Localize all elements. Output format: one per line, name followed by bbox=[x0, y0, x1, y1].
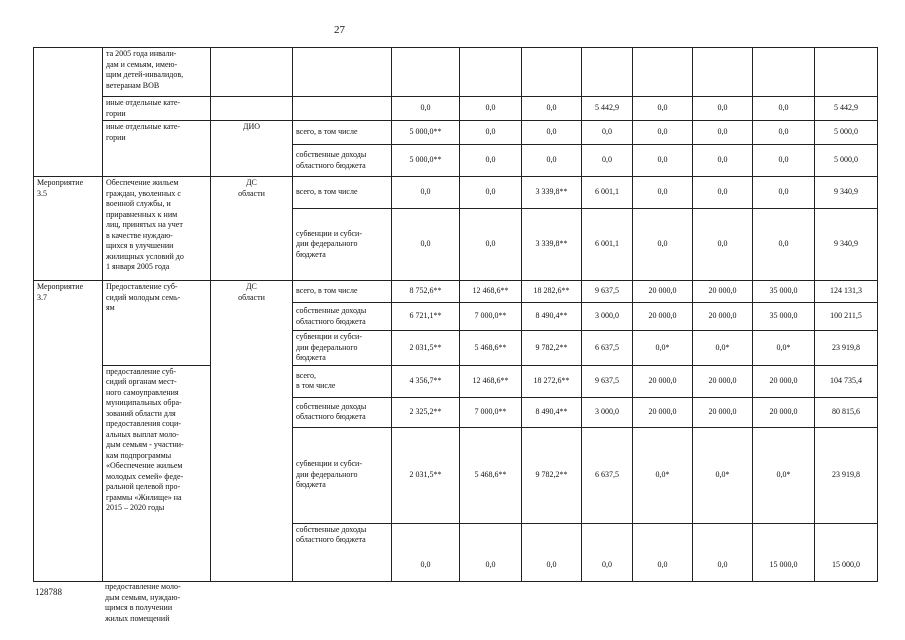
event-cell: Мероприятие 3.7 bbox=[34, 281, 103, 582]
value-cell: 9 782,2** bbox=[522, 427, 582, 523]
value-cell: 0,0 bbox=[753, 145, 815, 177]
value-cell: 4 356,7** bbox=[392, 365, 460, 397]
value-cell: 0,0 bbox=[392, 97, 460, 121]
value-cell: 0,0 bbox=[582, 523, 633, 581]
type-cell: всего, в том числе bbox=[293, 177, 392, 209]
value-cell: 5 468,6** bbox=[460, 427, 522, 523]
description-cell: иные отдельные кате- гории bbox=[103, 121, 211, 177]
value-cell: 0,0 bbox=[693, 209, 753, 281]
event-cell: Мероприятие 3.5 bbox=[34, 177, 103, 281]
executor-cell: ДС области bbox=[211, 281, 293, 582]
value-cell: 3 339,8** bbox=[522, 209, 582, 281]
value-cell: 20 000,0 bbox=[693, 397, 753, 427]
table-row bbox=[34, 97, 878, 121]
value-cell: 2 031,5** bbox=[392, 331, 460, 366]
value-cell: 6 637,5 bbox=[582, 427, 633, 523]
value-cell: 6 637,5 bbox=[582, 331, 633, 366]
value-cell: 0,0 bbox=[392, 177, 460, 209]
value-cell: 0,0 bbox=[633, 177, 693, 209]
value-cell: 3 000,0 bbox=[582, 397, 633, 427]
type-cell: всего, в том числе bbox=[293, 365, 392, 397]
value-cell: 5 000,0 bbox=[815, 145, 878, 177]
value-cell: 0,0 bbox=[753, 209, 815, 281]
value-cell: 18 282,6** bbox=[522, 281, 582, 303]
value-cell: 5 468,6** bbox=[460, 331, 522, 366]
value-cell: 23 919,8 bbox=[815, 427, 878, 523]
continuation-text: предоставление моло- дым семьям, нуждаю- щимся в получении жилых помещений bbox=[105, 582, 181, 623]
value-cell: 6 001,1 bbox=[582, 177, 633, 209]
value-cell: 9 637,5 bbox=[582, 281, 633, 303]
value-cell: 0,0 bbox=[460, 177, 522, 209]
type-cell: собственные доходы областного бюджета bbox=[293, 523, 392, 581]
description-cell: Предоставление суб- сидий молодым семь- ям bbox=[103, 281, 211, 366]
type-cell: субвенции и субси- дии федерального бюджета bbox=[293, 209, 392, 281]
value-cell: 0,0 bbox=[582, 145, 633, 177]
value-cell: 18 272,6** bbox=[522, 365, 582, 397]
value-cell: 15 000,0 bbox=[815, 523, 878, 581]
value-cell: 0,0 bbox=[753, 121, 815, 145]
value-cell: 3 339,8** bbox=[522, 177, 582, 209]
value-cell: 35 000,0 bbox=[753, 281, 815, 303]
table-row bbox=[34, 281, 878, 303]
executor-cell: ДС области bbox=[211, 177, 293, 281]
value-cell: 20 000,0 bbox=[753, 365, 815, 397]
value-cell: 20 000,0 bbox=[633, 397, 693, 427]
value-cell: 0,0 bbox=[633, 209, 693, 281]
value-cell: 5 000,0 bbox=[815, 121, 878, 145]
value-cell: 35 000,0 bbox=[753, 303, 815, 331]
value-cell: 0,0 bbox=[693, 121, 753, 145]
value-cell: 0,0* bbox=[753, 331, 815, 366]
value-cell: 0,0* bbox=[693, 331, 753, 366]
table-row bbox=[34, 121, 878, 145]
type-cell bbox=[293, 97, 392, 121]
value-cell: 0,0 bbox=[460, 209, 522, 281]
value-cell: 0,0* bbox=[633, 331, 693, 366]
value-cell: 7 000,0** bbox=[460, 397, 522, 427]
executor-cell bbox=[211, 48, 293, 97]
value-cell: 20 000,0 bbox=[693, 365, 753, 397]
value-cell: 124 131,3 bbox=[815, 281, 878, 303]
value-cell: 5 000,0** bbox=[392, 145, 460, 177]
value-cell: 15 000,0 bbox=[753, 523, 815, 581]
value-cell: 8 490,4** bbox=[522, 397, 582, 427]
type-cell: собственные доходы областного бюджета bbox=[293, 397, 392, 427]
value-cell: 0,0 bbox=[522, 121, 582, 145]
description-cell: та 2005 года инвали- дам и семьям, имею- щим детей-инвалидов, ветеранам ВОВ bbox=[103, 48, 211, 97]
value-cell: 0,0 bbox=[460, 121, 522, 145]
table-row bbox=[34, 177, 878, 209]
type-cell: субвенции и субси- дии федерального бюджета bbox=[293, 427, 392, 523]
value-cell: 0,0 bbox=[693, 523, 753, 581]
value-cell: 0,0* bbox=[693, 427, 753, 523]
value-cell: 9 340,9 bbox=[815, 177, 878, 209]
value-cell: 0,0* bbox=[753, 427, 815, 523]
description-cell: Обеспечение жильем граждан, уволенных с военной службы, и приравненных к ним лиц, принятых на учет в качестве нуждаю- щихся в улучшении жилищных условий до 1 января 2005 года bbox=[103, 177, 211, 281]
value-cell: 0,0 bbox=[633, 121, 693, 145]
value-cell: 0,0 bbox=[392, 209, 460, 281]
type-cell: собственные доходы областного бюджета bbox=[293, 303, 392, 331]
description-cell: предоставление суб- сидий органам мест- ного самоуправления муниципальных обра- зований области для предоставления соци- альных выплат моло- дым семьям - участни- кам подпрограммы «Обеспечение жильем молодых семей» феде- ральной целевой про- граммы «Жилище» на 2015 – 2020 годы bbox=[103, 365, 211, 581]
value-cell: 2 325,2** bbox=[392, 397, 460, 427]
value-cell: 0,0 bbox=[522, 523, 582, 581]
value-cell: 9 340,9 bbox=[815, 209, 878, 281]
value-cell: 12 468,6** bbox=[460, 365, 522, 397]
value-cell: 0,0 bbox=[633, 97, 693, 121]
value-cell: 20 000,0 bbox=[633, 281, 693, 303]
event-cell bbox=[34, 48, 103, 177]
value-cell: 20 000,0 bbox=[693, 303, 753, 331]
value-cell: 0,0 bbox=[522, 145, 582, 177]
value-cell: 0,0 bbox=[392, 523, 460, 581]
value-cell: 0,0 bbox=[460, 97, 522, 121]
value-cell: 7 000,0** bbox=[460, 303, 522, 331]
type-cell: всего, в том числе bbox=[293, 281, 392, 303]
value-cell: 0,0 bbox=[633, 523, 693, 581]
type-cell: собственные доходы областного бюджета bbox=[293, 145, 392, 177]
document-code: 128788 bbox=[35, 587, 62, 597]
table-row bbox=[34, 48, 878, 97]
type-cell: всего, в том числе bbox=[293, 121, 392, 145]
value-cell: 104 735,4 bbox=[815, 365, 878, 397]
value-cell: 6 001,1 bbox=[582, 209, 633, 281]
executor-cell: ДИО bbox=[211, 121, 293, 177]
financing-table bbox=[33, 47, 878, 582]
value-cell: 12 468,6** bbox=[460, 281, 522, 303]
value-cell: 0,0 bbox=[633, 145, 693, 177]
value-cell: 6 721,1** bbox=[392, 303, 460, 331]
type-cell bbox=[293, 48, 392, 97]
table-row bbox=[34, 365, 878, 397]
page-number: 27 bbox=[334, 24, 345, 36]
value-cell: 0,0 bbox=[693, 97, 753, 121]
value-cell: 0,0 bbox=[582, 121, 633, 145]
type-cell: субвенции и субси- дии федерального бюджета bbox=[293, 331, 392, 366]
value-cell: 5 000,0** bbox=[392, 121, 460, 145]
value-cell: 20 000,0 bbox=[633, 303, 693, 331]
value-cell: 20 000,0 bbox=[753, 397, 815, 427]
value-cell: 20 000,0 bbox=[633, 365, 693, 397]
value-cell: 23 919,8 bbox=[815, 331, 878, 366]
executor-cell bbox=[211, 97, 293, 121]
value-cell: 100 211,5 bbox=[815, 303, 878, 331]
value-cell: 8 752,6** bbox=[392, 281, 460, 303]
value-cell: 0,0 bbox=[522, 97, 582, 121]
value-cell: 20 000,0 bbox=[693, 281, 753, 303]
value-cell: 0,0* bbox=[633, 427, 693, 523]
value-cell: 0,0 bbox=[693, 145, 753, 177]
value-cell: 0,0 bbox=[753, 177, 815, 209]
value-cell: 0,0 bbox=[460, 523, 522, 581]
value-cell: 9 782,2** bbox=[522, 331, 582, 366]
value-cell: 0,0 bbox=[693, 177, 753, 209]
value-cell: 5 442,9 bbox=[582, 97, 633, 121]
value-cell: 80 815,6 bbox=[815, 397, 878, 427]
value-cell: 5 442,9 bbox=[815, 97, 878, 121]
value-cell: 8 490,4** bbox=[522, 303, 582, 331]
description-cell: иные отдельные кате- гории bbox=[103, 97, 211, 121]
value-cell: 9 637,5 bbox=[582, 365, 633, 397]
value-cell: 0,0 bbox=[753, 97, 815, 121]
value-cell: 0,0 bbox=[460, 145, 522, 177]
value-cell: 2 031,5** bbox=[392, 427, 460, 523]
value-cell: 3 000,0 bbox=[582, 303, 633, 331]
